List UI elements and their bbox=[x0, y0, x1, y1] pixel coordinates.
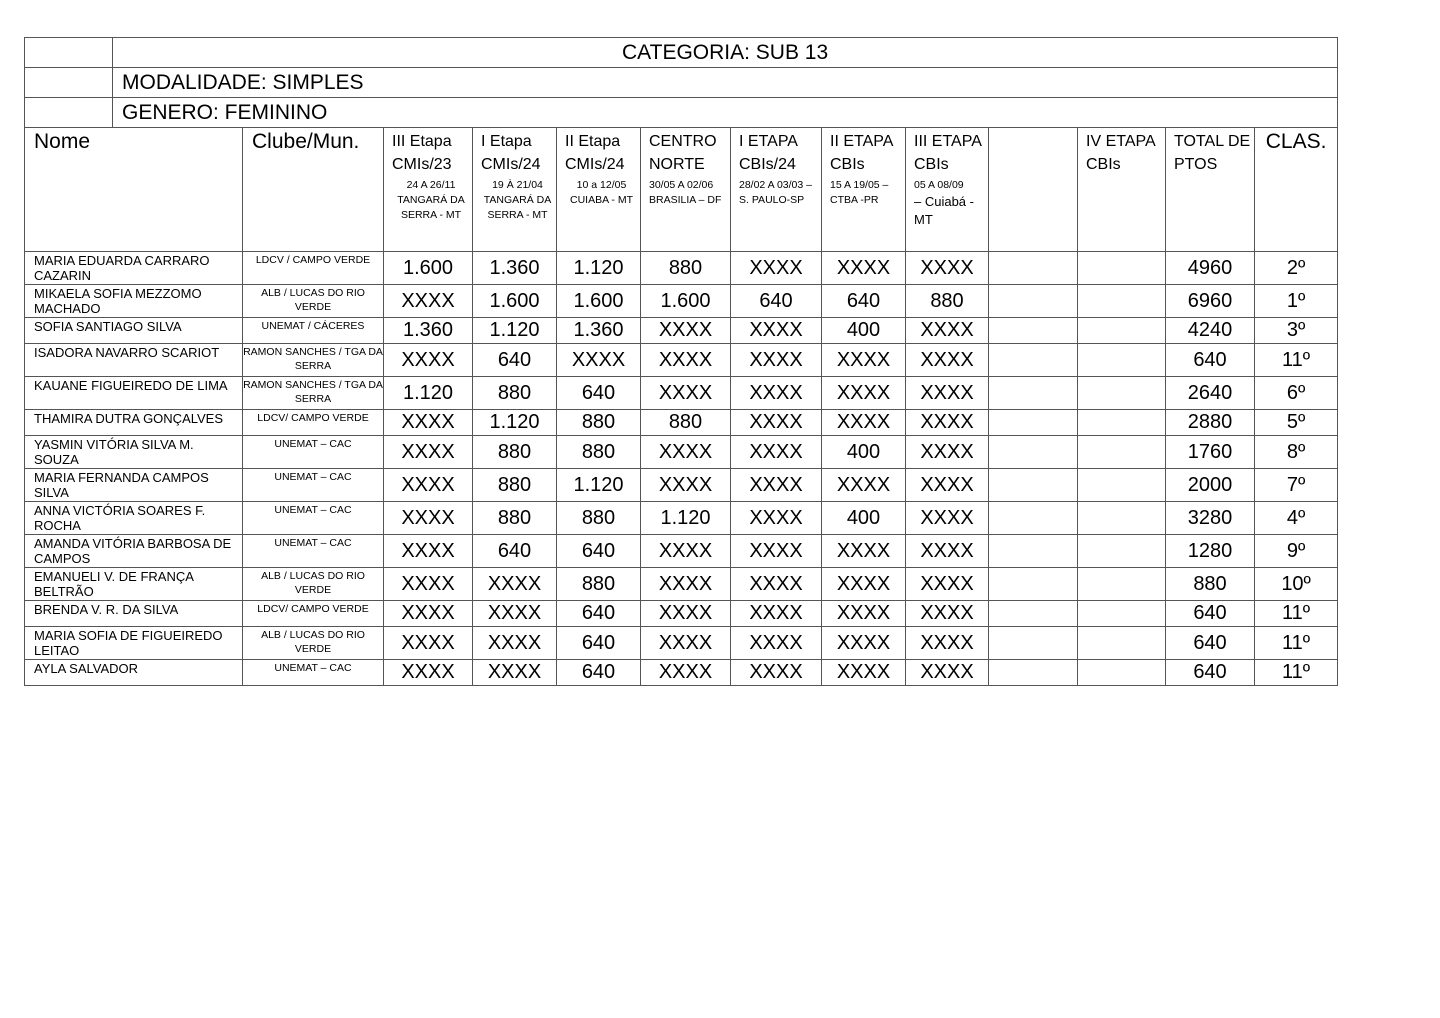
stage-points: 880 bbox=[473, 502, 557, 535]
stage-points: 1.600 bbox=[557, 285, 641, 318]
col-header-stage-6 bbox=[822, 128, 906, 252]
stage-points: XXXX bbox=[641, 535, 731, 568]
stage-points: XXXX bbox=[906, 469, 989, 502]
stage-points: XXXX bbox=[641, 377, 731, 410]
stage-points: XXXX bbox=[384, 469, 473, 502]
table-row bbox=[25, 502, 1338, 535]
athlete-name: MARIA EDUARDA CARRARO CAZARIN bbox=[25, 252, 243, 285]
stage-points: XXXX bbox=[906, 377, 989, 410]
col-header-stage-5 bbox=[731, 128, 822, 252]
stage-points: XXXX bbox=[384, 502, 473, 535]
total-points: 2640 bbox=[1166, 377, 1255, 410]
ranking-table bbox=[24, 37, 1338, 686]
stage-points: XXXX bbox=[731, 627, 822, 660]
stage-subtitle: 05 A 08/09 bbox=[914, 179, 964, 191]
total-points: 640 bbox=[1166, 601, 1255, 627]
stage-points: XXXX bbox=[906, 436, 989, 469]
col-header-stage-3 bbox=[557, 128, 641, 252]
table-row bbox=[25, 469, 1338, 502]
classification: 4º bbox=[1255, 502, 1338, 535]
classification: 2º bbox=[1255, 252, 1338, 285]
athlete-name: EMANUELI V. DE FRANÇA BELTRÃO bbox=[25, 568, 243, 601]
classification: 11º bbox=[1255, 601, 1338, 627]
col-header-club: Clube/Mun. bbox=[243, 128, 384, 252]
stage-points: XXXX bbox=[641, 469, 731, 502]
stage-points: 1.120 bbox=[473, 410, 557, 436]
stage-points: 400 bbox=[822, 436, 906, 469]
total-points: 6960 bbox=[1166, 285, 1255, 318]
stage-points: 640 bbox=[557, 535, 641, 568]
stage-points: 640 bbox=[557, 660, 641, 686]
table-row bbox=[25, 660, 1338, 686]
stage-points: 640 bbox=[473, 535, 557, 568]
stage-points bbox=[989, 660, 1078, 686]
table-row bbox=[25, 535, 1338, 568]
stage-points bbox=[1078, 285, 1166, 318]
stage-points bbox=[989, 568, 1078, 601]
stage-points: XXXX bbox=[731, 469, 822, 502]
column-header-row bbox=[25, 128, 1338, 252]
stage-points: XXXX bbox=[822, 469, 906, 502]
stage-points: XXXX bbox=[822, 344, 906, 377]
stage-points: 880 bbox=[473, 377, 557, 410]
classification: 5º bbox=[1255, 410, 1338, 436]
stage-points: XXXX bbox=[731, 318, 822, 344]
stage-points: XXXX bbox=[384, 410, 473, 436]
stage-points: XXXX bbox=[641, 627, 731, 660]
stage-points bbox=[1078, 436, 1166, 469]
classification: 8º bbox=[1255, 436, 1338, 469]
athlete-club: ALB / LUCAS DO RIO VERDE bbox=[243, 285, 384, 318]
stage-points: XXXX bbox=[384, 436, 473, 469]
stage-title: IV ETAPA CBIs bbox=[1086, 133, 1155, 173]
athlete-club: UNEMAT – CAC bbox=[243, 535, 384, 568]
stage-points: XXXX bbox=[731, 535, 822, 568]
athlete-name: AYLA SALVADOR bbox=[25, 660, 243, 686]
athlete-name: MIKAELA SOFIA MEZZOMO MACHADO bbox=[25, 285, 243, 318]
stage-subtitle: 28/02 A 03/03 – S. PAULO-SP bbox=[739, 179, 812, 206]
classification: 10º bbox=[1255, 568, 1338, 601]
stage-points: XXXX bbox=[731, 377, 822, 410]
stage-title: III Etapa CMIs/23 bbox=[392, 133, 452, 173]
athlete-club: UNEMAT – CAC bbox=[243, 469, 384, 502]
stage-points bbox=[1078, 568, 1166, 601]
stage-points: XXXX bbox=[822, 252, 906, 285]
table-row bbox=[25, 285, 1338, 318]
stage-points bbox=[1078, 318, 1166, 344]
stage-points: 640 bbox=[557, 601, 641, 627]
stage-points: 1.360 bbox=[473, 252, 557, 285]
stage-points: XXXX bbox=[731, 601, 822, 627]
stage-subtitle-2: – Cuiabá - MT bbox=[914, 194, 974, 227]
stage-subtitle: 24 A 26/11 TANGARÁ DA SERRA - MT bbox=[397, 179, 465, 221]
stage-points: XXXX bbox=[473, 601, 557, 627]
category-row bbox=[25, 38, 1338, 68]
athlete-club: UNEMAT – CAC bbox=[243, 660, 384, 686]
table-row bbox=[25, 377, 1338, 410]
stage-points: XXXX bbox=[641, 568, 731, 601]
athlete-name: ANNA VICTÓRIA SOARES F. ROCHA bbox=[25, 502, 243, 535]
stage-points: 640 bbox=[473, 344, 557, 377]
col-header-clas: CLAS. bbox=[1255, 128, 1338, 252]
stage-points: XXXX bbox=[641, 660, 731, 686]
col-header-stage-1 bbox=[384, 128, 473, 252]
table-row bbox=[25, 627, 1338, 660]
stage-title: I ETAPA CBIs/24 bbox=[739, 133, 798, 173]
stage-points bbox=[989, 469, 1078, 502]
col-header-name: Nome bbox=[25, 128, 243, 252]
athlete-club: UNEMAT – CAC bbox=[243, 502, 384, 535]
total-points: 640 bbox=[1166, 344, 1255, 377]
blank-cell bbox=[25, 98, 113, 128]
stage-points: XXXX bbox=[557, 344, 641, 377]
stage-points: XXXX bbox=[822, 627, 906, 660]
stage-points: XXXX bbox=[641, 318, 731, 344]
stage-points: XXXX bbox=[822, 410, 906, 436]
athlete-name: MARIA FERNANDA CAMPOS SILVA bbox=[25, 469, 243, 502]
athlete-name: AMANDA VITÓRIA BARBOSA DE CAMPOS bbox=[25, 535, 243, 568]
total-points: 880 bbox=[1166, 568, 1255, 601]
athlete-club: LDCV / CAMPO VERDE bbox=[243, 252, 384, 285]
athlete-name: KAUANE FIGUEIREDO DE LIMA bbox=[25, 377, 243, 410]
gender-label: GENERO: FEMININO bbox=[113, 98, 1338, 128]
stage-points: XXXX bbox=[384, 627, 473, 660]
stage-points: XXXX bbox=[731, 568, 822, 601]
stage-points: XXXX bbox=[731, 344, 822, 377]
athlete-name: SOFIA SANTIAGO SILVA bbox=[25, 318, 243, 344]
total-points: 4240 bbox=[1166, 318, 1255, 344]
athlete-club: LDCV/ CAMPO VERDE bbox=[243, 601, 384, 627]
stage-points: 1.600 bbox=[473, 285, 557, 318]
stage-points: 880 bbox=[641, 252, 731, 285]
stage-points: 400 bbox=[822, 318, 906, 344]
stage-points: 880 bbox=[557, 436, 641, 469]
stage-points: XXXX bbox=[906, 410, 989, 436]
stage-points: XXXX bbox=[731, 436, 822, 469]
stage-points bbox=[989, 252, 1078, 285]
stage-points: 1.120 bbox=[557, 252, 641, 285]
stage-points bbox=[989, 410, 1078, 436]
table-row bbox=[25, 436, 1338, 469]
stage-points: 640 bbox=[557, 377, 641, 410]
athlete-club: RAMON SANCHES / TGA DA SERRA bbox=[243, 344, 384, 377]
stage-points bbox=[989, 318, 1078, 344]
stage-points: 880 bbox=[557, 410, 641, 436]
total-points: 4960 bbox=[1166, 252, 1255, 285]
stage-points bbox=[1078, 660, 1166, 686]
stage-points bbox=[989, 601, 1078, 627]
total-points: 2000 bbox=[1166, 469, 1255, 502]
total-points: 640 bbox=[1166, 660, 1255, 686]
classification: 9º bbox=[1255, 535, 1338, 568]
stage-points: XXXX bbox=[822, 601, 906, 627]
table-row bbox=[25, 318, 1338, 344]
stage-points: XXXX bbox=[641, 601, 731, 627]
stage-points bbox=[989, 627, 1078, 660]
athlete-name: BRENDA V. R. DA SILVA bbox=[25, 601, 243, 627]
stage-points: XXXX bbox=[822, 535, 906, 568]
stage-title: II Etapa CMIs/24 bbox=[565, 133, 625, 173]
stage-points: 1.600 bbox=[384, 252, 473, 285]
blank-cell bbox=[25, 68, 113, 98]
athlete-name: THAMIRA DUTRA GONÇALVES bbox=[25, 410, 243, 436]
stage-points: 880 bbox=[557, 502, 641, 535]
stage-points bbox=[1078, 627, 1166, 660]
stage-points bbox=[989, 285, 1078, 318]
stage-points: XXXX bbox=[906, 568, 989, 601]
stage-points: XXXX bbox=[731, 502, 822, 535]
stage-points: 1.120 bbox=[473, 318, 557, 344]
stage-points: 400 bbox=[822, 502, 906, 535]
table-row bbox=[25, 601, 1338, 627]
athlete-name: YASMIN VITÓRIA SILVA M. SOUZA bbox=[25, 436, 243, 469]
table-row bbox=[25, 410, 1338, 436]
stage-points: 640 bbox=[557, 627, 641, 660]
stage-points: XXXX bbox=[641, 436, 731, 469]
stage-points: XXXX bbox=[906, 502, 989, 535]
stage-points: XXXX bbox=[906, 318, 989, 344]
athlete-name: ISADORA NAVARRO SCARIOT bbox=[25, 344, 243, 377]
stage-title: II ETAPA CBIs bbox=[830, 133, 893, 173]
stage-points: XXXX bbox=[731, 660, 822, 686]
stage-points: 1.360 bbox=[384, 318, 473, 344]
stage-points: XXXX bbox=[384, 344, 473, 377]
stage-title: I Etapa CMIs/24 bbox=[481, 133, 541, 173]
stage-points: XXXX bbox=[731, 410, 822, 436]
total-title: TOTAL DE PTOS bbox=[1174, 133, 1251, 173]
stage-points bbox=[1078, 377, 1166, 410]
athlete-club: ALB / LUCAS DO RIO VERDE bbox=[243, 568, 384, 601]
modality-label: MODALIDADE: SIMPLES bbox=[113, 68, 1338, 98]
stage-points bbox=[1078, 502, 1166, 535]
stage-points: 1.600 bbox=[641, 285, 731, 318]
col-header-stage-8 bbox=[989, 128, 1078, 252]
modality-row bbox=[25, 68, 1338, 98]
stage-points: 640 bbox=[731, 285, 822, 318]
classification: 3º bbox=[1255, 318, 1338, 344]
stage-points: XXXX bbox=[473, 627, 557, 660]
stage-points: XXXX bbox=[906, 344, 989, 377]
stage-points: 880 bbox=[641, 410, 731, 436]
stage-points bbox=[989, 535, 1078, 568]
athlete-club: UNEMAT / CÁCERES bbox=[243, 318, 384, 344]
total-points: 640 bbox=[1166, 627, 1255, 660]
table-row bbox=[25, 344, 1338, 377]
stage-points bbox=[1078, 344, 1166, 377]
table-row bbox=[25, 252, 1338, 285]
stage-points: XXXX bbox=[906, 601, 989, 627]
stage-points bbox=[989, 377, 1078, 410]
stage-points: XXXX bbox=[906, 252, 989, 285]
stage-points bbox=[1078, 535, 1166, 568]
col-header-stage-2 bbox=[473, 128, 557, 252]
stage-subtitle: 30/05 A 02/06 BRASILIA – DF bbox=[649, 179, 722, 206]
col-header-stage-7 bbox=[906, 128, 989, 252]
col-header-stage-4 bbox=[641, 128, 731, 252]
blank-cell bbox=[25, 38, 113, 68]
total-points: 2880 bbox=[1166, 410, 1255, 436]
stage-points bbox=[989, 502, 1078, 535]
category-title: CATEGORIA: SUB 13 bbox=[113, 38, 1338, 68]
stage-points: 1.360 bbox=[557, 318, 641, 344]
classification: 1º bbox=[1255, 285, 1338, 318]
stage-points: XXXX bbox=[731, 252, 822, 285]
table-row bbox=[25, 568, 1338, 601]
athlete-club: ALB / LUCAS DO RIO VERDE bbox=[243, 627, 384, 660]
athlete-club: UNEMAT – CAC bbox=[243, 436, 384, 469]
stage-points: XXXX bbox=[822, 568, 906, 601]
stage-points bbox=[1078, 469, 1166, 502]
stage-points: XXXX bbox=[384, 285, 473, 318]
stage-points bbox=[1078, 410, 1166, 436]
stage-points bbox=[989, 344, 1078, 377]
classification: 7º bbox=[1255, 469, 1338, 502]
total-points: 1760 bbox=[1166, 436, 1255, 469]
stage-points: XXXX bbox=[473, 568, 557, 601]
total-points: 3280 bbox=[1166, 502, 1255, 535]
stage-points: XXXX bbox=[384, 535, 473, 568]
stage-points: 1.120 bbox=[641, 502, 731, 535]
stage-points: XXXX bbox=[384, 660, 473, 686]
stage-points: XXXX bbox=[384, 568, 473, 601]
classification: 11º bbox=[1255, 344, 1338, 377]
stage-points: XXXX bbox=[822, 377, 906, 410]
stage-points: XXXX bbox=[384, 601, 473, 627]
stage-points: XXXX bbox=[641, 344, 731, 377]
col-header-total bbox=[1166, 128, 1255, 252]
stage-points: 1.120 bbox=[557, 469, 641, 502]
stage-points: 880 bbox=[557, 568, 641, 601]
stage-points: XXXX bbox=[906, 535, 989, 568]
stage-subtitle: 10 a 12/05 CUIABA - MT bbox=[569, 179, 633, 206]
classification: 11º bbox=[1255, 660, 1338, 686]
stage-subtitle: 15 A 19/05 – CTBA -PR bbox=[830, 179, 889, 206]
athlete-name: MARIA SOFIA DE FIGUEIREDO LEITAO bbox=[25, 627, 243, 660]
classification: 6º bbox=[1255, 377, 1338, 410]
stage-points: 880 bbox=[473, 436, 557, 469]
gender-row bbox=[25, 98, 1338, 128]
stage-points: 880 bbox=[906, 285, 989, 318]
stage-points bbox=[1078, 252, 1166, 285]
stage-points: 1.120 bbox=[384, 377, 473, 410]
stage-points: 640 bbox=[822, 285, 906, 318]
stage-points: XXXX bbox=[473, 660, 557, 686]
stage-points bbox=[989, 436, 1078, 469]
total-points: 1280 bbox=[1166, 535, 1255, 568]
athlete-club: RAMON SANCHES / TGA DA SERRA bbox=[243, 377, 384, 410]
stage-points: XXXX bbox=[906, 660, 989, 686]
stage-title: III ETAPA CBIs bbox=[914, 133, 981, 173]
classification: 11º bbox=[1255, 627, 1338, 660]
stage-title: CENTRO NORTE bbox=[649, 133, 717, 173]
stage-points: XXXX bbox=[906, 627, 989, 660]
athlete-club: LDCV/ CAMPO VERDE bbox=[243, 410, 384, 436]
stage-points bbox=[1078, 601, 1166, 627]
stage-points: 880 bbox=[473, 469, 557, 502]
stage-points: XXXX bbox=[822, 660, 906, 686]
col-header-stage-9 bbox=[1078, 128, 1166, 252]
stage-subtitle: 19 À 21/04 TANGARÁ DA SERRA - MT bbox=[483, 179, 552, 221]
